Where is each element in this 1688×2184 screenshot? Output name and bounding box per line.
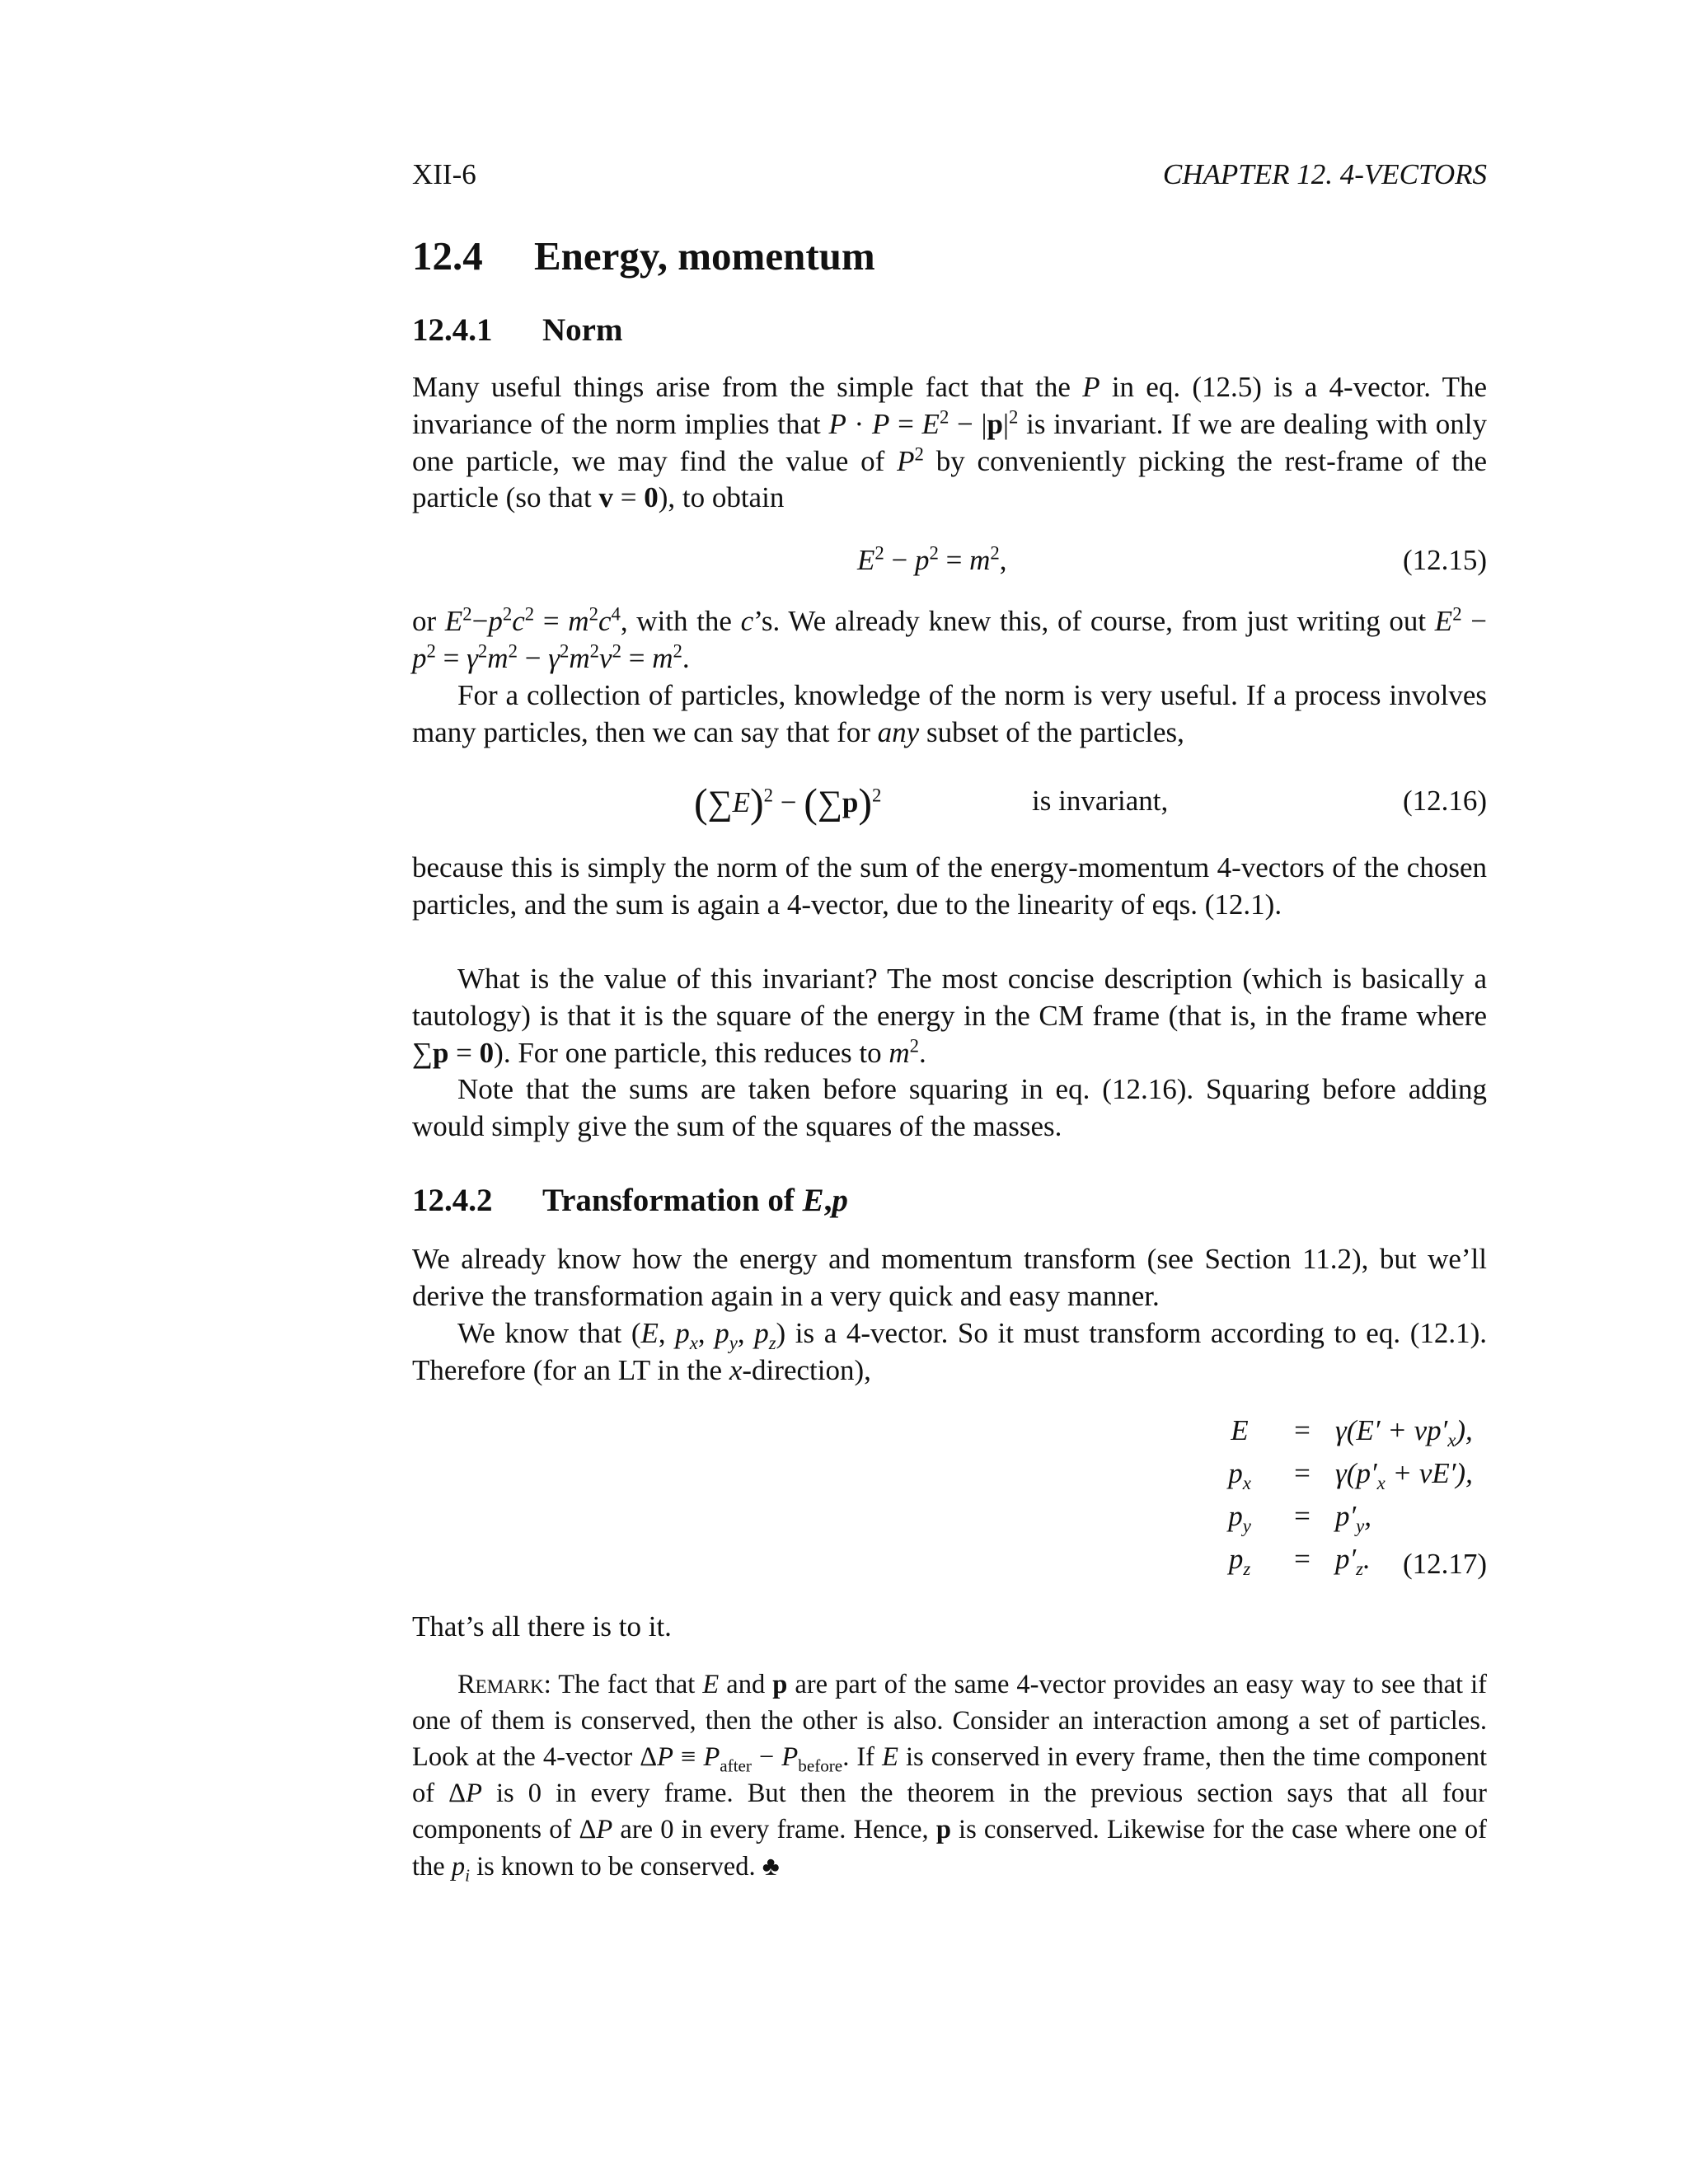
chapter-title: CHAPTER 12. 4-VECTORS [1162, 158, 1487, 190]
equation-12-16: $(\sum E)^2 - (\sum p)^2$ [694, 780, 882, 826]
section-heading [412, 232, 875, 279]
section-title: Energy, momentum [534, 233, 875, 279]
paragraph-norm-intro: Many useful things arise from the simple fact that the P in eq. (12.5) is a 4-vector. The invariance of the norm implies that $P \cdot P = E^2 - |p|^2$ is invariant. If we are dealing with only one particle, we may find the value of $P^2$ by conveniently picking the rest-frame of the particle (so that v = 0), to obtain [412, 371, 1488, 514]
subsection-heading-transformation: 12.4.2 Transformation of E,p [412, 1183, 848, 1218]
paragraph-note-sums: Note that the sums are taken before squaring in eq. (12.16). Squaring before adding would simply give the sum of the squares of the masses. [412, 1073, 1487, 1142]
page-label: XII-6 [412, 158, 476, 190]
equation-12-16-text: is invariant, [1032, 785, 1169, 817]
subsection-number: 12.4.2 [412, 1183, 493, 1218]
subsection-heading-norm [412, 312, 622, 349]
equation-number: (12.15) [1402, 544, 1487, 576]
paragraph-after-eq15: or $E^2-p^2c^2 = m^2c^4$, with the c’s. We already knew this, of course, from just writing out $E^2 - p^2 = \gamma^2m^2 - \gamma^2m^2v^2 = m^2$. [412, 603, 1487, 674]
paragraph-closing: That’s all there is to it. [412, 1610, 672, 1643]
paragraph-because: because this is simply the norm of the sum of the energy-momentum 4-vectors of the chosen particles, and the sum is again a 4-vector, due to the linearity of eqs. (12.1). [412, 851, 1487, 921]
equation-number: (12.17) [1402, 1548, 1487, 1580]
remark-label: Remark: [457, 1670, 551, 1699]
paragraph-collection: For a collection of particles, knowledge of the norm is very useful. If a process involves many particles, then we can say that for any subset of the particles, [412, 679, 1487, 748]
paragraph-four-vector: We know that (E, $p_x$, $p_y$, $p_z$) is a 4-vector. So it must transform according to eq. (12.1). Therefore (for an LT in the x-direction), [412, 1317, 1488, 1386]
club-end-icon: ♣ [762, 1851, 780, 1881]
equation-12-15: $E^2 - p^2 = m^2$, [857, 542, 1007, 576]
page [412, 0, 1487, 2184]
subsection-title: Transformation of [542, 1183, 803, 1218]
remark-paragraph: Remark: The fact that E and p are part of the same 4-vector provides an easy way to see that if one of them is conserved, then the other is also. Consider an interaction among a set of particles. Look at the 4-vector $\Delta P \equiv P_{after} - P_{before}$. If E is conserved in every frame, then the time component of ΔP is 0 in every frame. But then the theorem in the previous section says that all four components of ΔP are 0 in every frame. Hence, p is conserved. Likewise for the case where one of the $p_i$ is known to be conserved. ♣ [412, 1670, 1487, 1886]
equation-number: (12.16) [1402, 785, 1487, 817]
subsection-title: Norm [542, 312, 623, 348]
section-number: 12.4 [412, 233, 483, 279]
paragraph-value-invariant: What is the value of this invariant? The most concise description (which is basically a tautology) is that it is the square of the energy in the CM frame (that is, in the frame where ∑p = 0). For one particle, this reduces to $m^2$. [412, 963, 1487, 1069]
equation-array-12-17: E = $\gamma(E' + vp'_x)$, $p_x$ = $\gamma(p'_x + vE')$, $p_y$ = $p'_y$, $p_z$ = $p'_z$. [1228, 1414, 1473, 1579]
subsection-number: 12.4.1 [412, 312, 493, 348]
paragraph-transform-intro: We already know how the energy and momentum transform (see Section 11.2), but we’ll derive the transformation again in a very quick and easy manner. [412, 1243, 1487, 1312]
